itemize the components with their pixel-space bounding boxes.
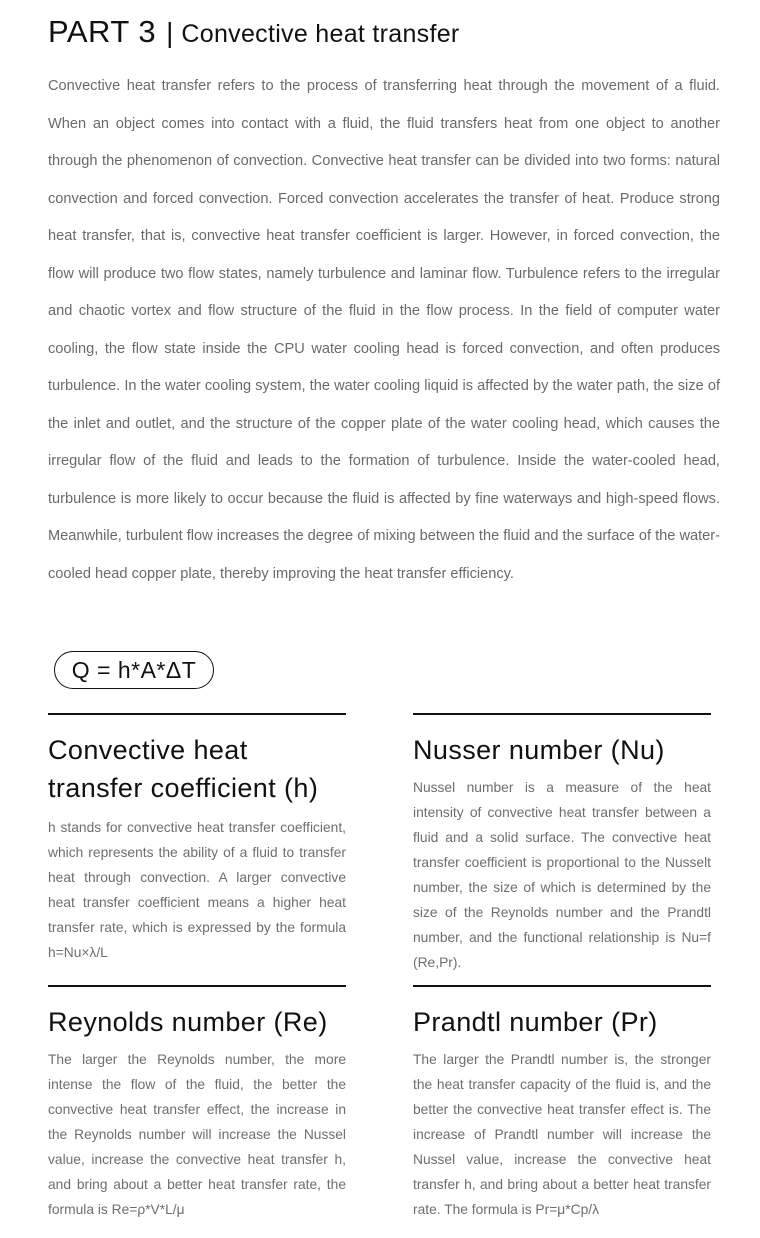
- card-prandtl-number: [413, 985, 711, 1222]
- card-title: Reynolds number (Re): [48, 1007, 328, 1037]
- card-divider: [413, 985, 711, 987]
- card-nusselt-number: [413, 713, 711, 975]
- part-label: PART 3: [48, 14, 157, 49]
- card-body: The larger the Reynolds number, the more intense the flow of the fluid, the better the convective heat transfer effect, the increase in the Reynolds number will increase the Nussel value, increase the convective heat transfer h, and bring about a better heat transfer rate, the formula is Re=ρ*V*L/μ: [48, 1052, 346, 1217]
- header-separator: |: [166, 17, 174, 48]
- card-reynolds-number: [48, 985, 346, 1222]
- card-divider: [48, 985, 346, 987]
- heat-transfer-formula: Q = h*A*ΔT: [54, 651, 214, 689]
- intro-paragraph: Convective heat transfer refers to the process of transferring heat through the movement of a fluid. When an object comes into contact with a fluid, the fluid transfers heat from one object to another through the phenomenon of convection. Convective heat transfer can be divided into two forms: natural convection and forced convection. Forced convection accelerates the transfer of heat. Produce strong heat transfer, that is, convective heat transfer coefficient is larger. However, in forced convection, the flow will produce two flow states, namely turbulence and laminar flow. Turbulence refers to the irregular and chaotic vortex and flow structure of the fluid in the flow process. In the field of computer water cooling, the flow state inside the CPU water cooling head is forced convection, and often produces turbulence. In the water cooling system, the water cooling liquid is affected by the water path, the size of the inlet and outlet, and the structure of the copper plate of the water cooling head, which causes the irregular flow of the fluid and leads to the formation of turbulence. Inside the water-cooled head, turbulence is more likely to occur because the fluid is affected by fine waterways and high-speed flows. Meanwhile, turbulent flow increases the degree of mixing between the fluid and the surface of the water-cooled head copper plate, thereby improving the heat transfer efficiency.: [48, 78, 720, 582]
- card-body: h stands for convective heat transfer coefficient, which represents the ability of a fluid to transfer heat through convection. A larger convective heat transfer coefficient means a higher heat transfer rate, which is expressed by the formula h=Nu×λ/L: [48, 820, 346, 960]
- section-header: [48, 14, 460, 50]
- card-convective-coefficient: [48, 713, 346, 965]
- card-title: Nusser number (Nu): [413, 735, 665, 765]
- section-title: Convective heat transfer: [181, 20, 460, 48]
- card-body: The larger the Prandtl number is, the stronger the heat transfer capacity of the fluid is, and the better the convective heat transfer effect is. The increase of Prandtl number will increase the Nussel value, increase the convective heat transfer h, and bring about a better heat transfer rate. The formula is Pr=μ*Cp/λ: [413, 1052, 711, 1217]
- card-title: Convective heat transfer coefficient (h): [48, 735, 319, 803]
- card-divider: [48, 713, 346, 715]
- card-divider: [413, 713, 711, 715]
- card-body: Nussel number is a measure of the heat intensity of convective heat transfer between a fluid and a solid surface. The convective heat transfer coefficient is proportional to the Nusselt number, the size of which is determined by the size of the Reynolds number and the Prandtl number, and the functional relationship is Nu=f (Re,Pr).: [413, 780, 711, 970]
- card-title: Prandtl number (Pr): [413, 1007, 658, 1037]
